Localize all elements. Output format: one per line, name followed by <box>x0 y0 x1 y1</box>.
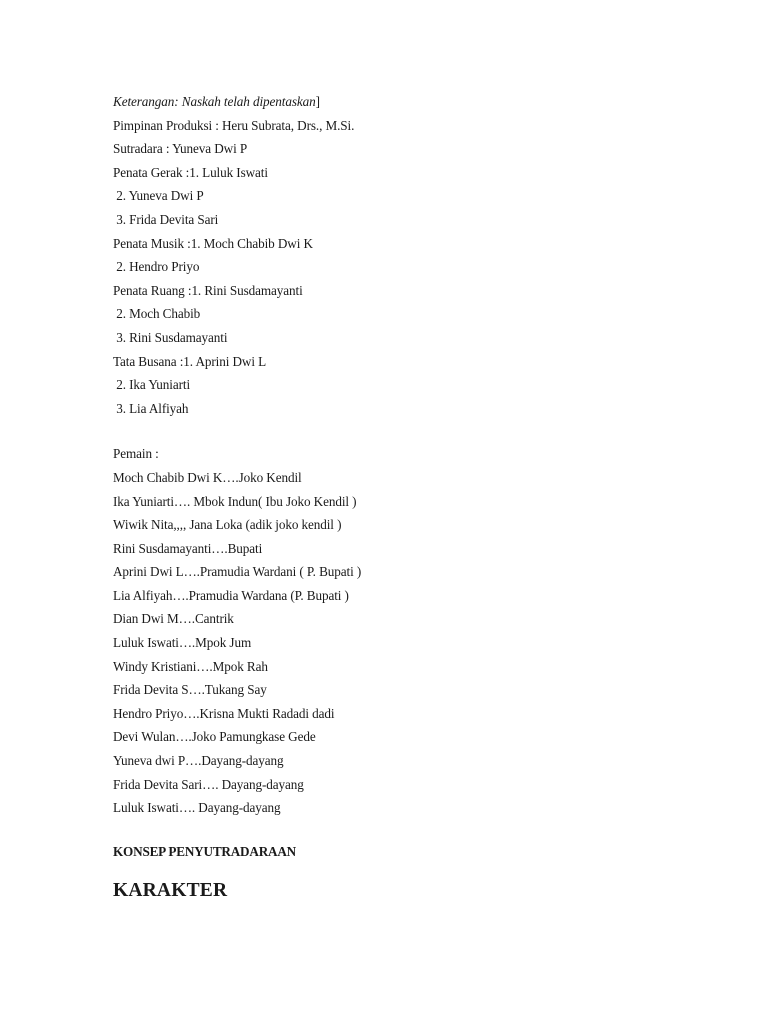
spacer <box>113 420 673 442</box>
cast-line: Frida Devita Sari…. Dayang-dayang <box>113 776 304 792</box>
credit-line: 2. Ika Yuniarti <box>113 377 191 393</box>
document-page <box>113 90 673 905</box>
credit-line: Penata Musik :1. Moch Chabib Dwi K <box>113 235 313 251</box>
section-heading-karakter: KARAKTER <box>113 879 228 901</box>
cast-list <box>113 466 673 820</box>
cast-line: Moch Chabib Dwi K….Joko Kendil <box>113 469 302 485</box>
spacer <box>113 820 673 840</box>
cast-line: Lia Alfiyah….Pramudia Wardana (P. Bupati ) <box>113 587 349 603</box>
credit-line: 3. Frida Devita Sari <box>113 211 219 227</box>
credit-line: Tata Busana :1. Aprini Dwi L <box>113 353 267 369</box>
cast-line: Aprini Dwi L….Pramudia Wardani ( P. Bupati ) <box>113 564 362 580</box>
cast-line: Ika Yuniarti…. Mbok Indun( Ibu Joko Kendil ) <box>113 493 357 509</box>
staging-note <box>113 90 673 114</box>
cast-line: Rini Susdamayanti….Bupati <box>113 540 263 556</box>
cast-line: Devi Wulan….Joko Pamungkase Gede <box>113 729 316 745</box>
cast-heading: Pemain : <box>113 446 159 462</box>
section-heading-konsep: KONSEP PENYUTRADARAAN <box>113 843 297 859</box>
credits-list <box>113 114 673 421</box>
cast-line: Luluk Iswati…. Dayang-dayang <box>113 800 281 816</box>
cast-line: Hendro Priyo….Krisna Mukti Radadi dadi <box>113 705 335 721</box>
cast-line: Dian Dwi M….Cantrik <box>113 611 234 627</box>
credit-line: Pimpinan Produksi : Heru Subrata, Drs., M.Si. <box>113 117 355 133</box>
cast-line: Luluk Iswati….Mpok Jum <box>113 635 252 651</box>
cast-line: Frida Devita S….Tukang Say <box>113 682 267 698</box>
cast-line: Yuneva dwi P….Dayang-dayang <box>113 753 284 769</box>
credit-line: 2. Moch Chabib <box>113 306 201 322</box>
credit-line: 2. Yuneva Dwi P <box>113 188 204 204</box>
credit-line: 3. Lia Alfiyah <box>113 400 189 416</box>
credit-line: 2. Hendro Priyo <box>113 259 200 275</box>
credit-line: Penata Ruang :1. Rini Susdamayanti <box>113 282 303 298</box>
credit-line: Penata Gerak :1. Luluk Iswati <box>113 164 268 180</box>
cast-line: Windy Kristiani….Mpok Rah <box>113 658 268 674</box>
cast-line: Wiwik Nita,,,, Jana Loka (adik joko kendil ) <box>113 517 342 533</box>
staging-note-bracket: ] <box>315 94 320 109</box>
credit-line: Sutradara : Yuneva Dwi P <box>113 141 248 157</box>
staging-note-text: Keterangan: Naskah telah dipentaskan <box>113 94 316 109</box>
credit-line: 3. Rini Susdamayanti <box>113 329 228 345</box>
